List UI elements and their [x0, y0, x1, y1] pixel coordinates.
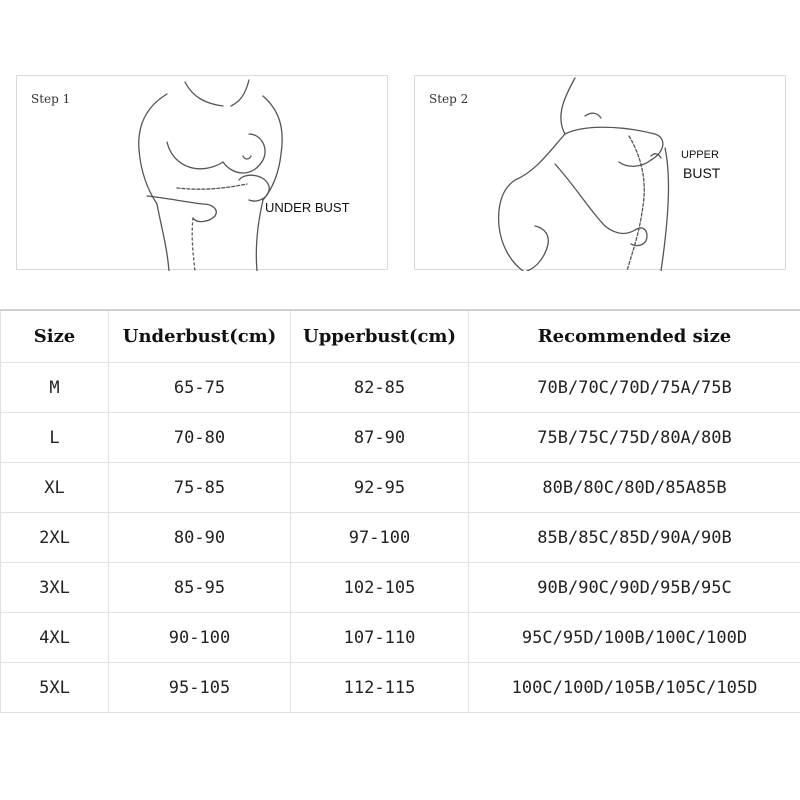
table-row	[1, 363, 800, 413]
cell-size: XL	[1, 463, 109, 513]
cell-upperbust: 112-115	[291, 663, 469, 713]
cell-recommended: 70B/70C/70D/75A/75B	[469, 363, 800, 413]
cell-underbust: 80-90	[109, 513, 291, 563]
table-header-row	[1, 310, 800, 363]
upper-bust-callout-line1: UPPER	[681, 149, 719, 161]
cell-recommended: 80B/80C/80D/85A85B	[469, 463, 800, 513]
cell-upperbust: 102-105	[291, 563, 469, 613]
under-bust-callout: UNDER BUST	[265, 200, 350, 215]
underbust-figure	[17, 76, 389, 271]
cell-size: 2XL	[1, 513, 109, 563]
cell-size: 4XL	[1, 613, 109, 663]
step1-illustration	[16, 75, 388, 270]
cell-recommended: 75B/75C/75D/80A/80B	[469, 413, 800, 463]
cell-underbust: 95-105	[109, 663, 291, 713]
cell-underbust: 85-95	[109, 563, 291, 613]
cell-size: L	[1, 413, 109, 463]
upper-bust-callout-line2: BUST	[683, 165, 721, 181]
cell-recommended: 85B/85C/85D/90A/90B	[469, 513, 800, 563]
cell-upperbust: 82-85	[291, 363, 469, 413]
step1-label: Step 1	[31, 92, 71, 106]
cell-upperbust: 97-100	[291, 513, 469, 563]
cell-size: 5XL	[1, 663, 109, 713]
cell-underbust: 70-80	[109, 413, 291, 463]
cell-recommended: 95C/95D/100B/100C/100D	[469, 613, 800, 663]
cell-upperbust: 92-95	[291, 463, 469, 513]
header-recommended-size: Recommended size	[469, 310, 800, 363]
cell-underbust: 65-75	[109, 363, 291, 413]
upperbust-figure	[415, 76, 787, 271]
cell-recommended: 90B/90C/90D/95B/95C	[469, 563, 800, 613]
header-size: Size	[1, 310, 109, 363]
cell-underbust: 90-100	[109, 613, 291, 663]
cell-upperbust: 107-110	[291, 613, 469, 663]
cell-upperbust: 87-90	[291, 413, 469, 463]
table-row	[1, 613, 800, 663]
size-chart-table	[0, 309, 800, 713]
table-row	[1, 513, 800, 563]
step2-illustration	[414, 75, 786, 270]
cell-underbust: 75-85	[109, 463, 291, 513]
header-underbust: Underbust(cm)	[109, 310, 291, 363]
step2-label: Step 2	[429, 92, 469, 106]
table-row	[1, 663, 800, 713]
table-row	[1, 413, 800, 463]
header-upperbust: Upperbust(cm)	[291, 310, 469, 363]
cell-recommended: 100C/100D/105B/105C/105D	[469, 663, 800, 713]
cell-size: M	[1, 363, 109, 413]
table-row	[1, 563, 800, 613]
table-row	[1, 463, 800, 513]
cell-size: 3XL	[1, 563, 109, 613]
